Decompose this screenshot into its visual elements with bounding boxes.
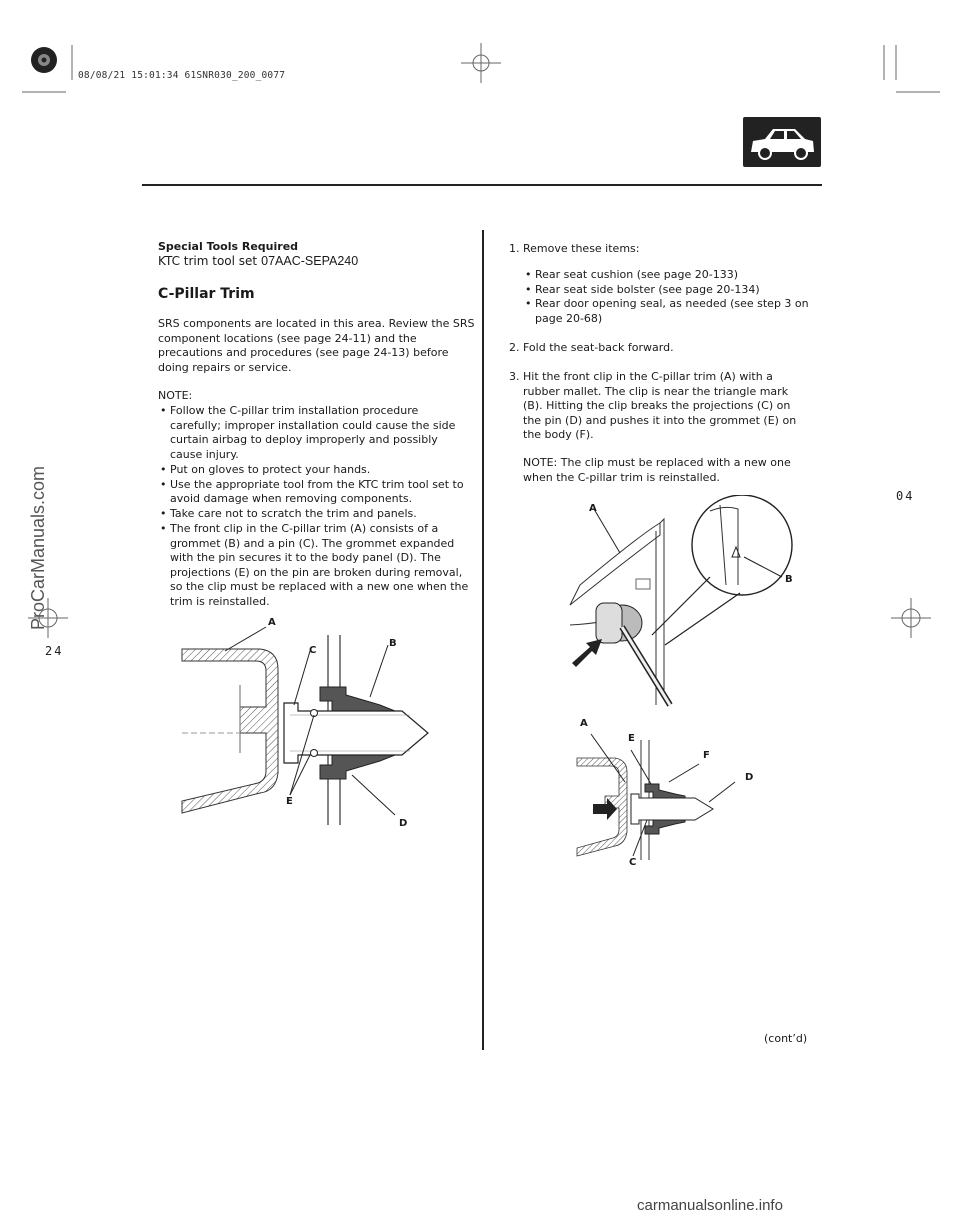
car-section-badge bbox=[743, 117, 821, 167]
label-b-top: B bbox=[785, 574, 793, 585]
step-3 bbox=[509, 370, 809, 443]
label-a-bottom: A bbox=[580, 718, 588, 729]
step-2-number: 2. bbox=[509, 341, 520, 354]
remove-items-list bbox=[523, 268, 813, 326]
footer-watermark: carmanualsonline.info bbox=[637, 1197, 783, 1214]
special-tools-heading: Special Tools Required bbox=[158, 240, 299, 253]
step-2-text: Fold the seat-back forward. bbox=[523, 341, 674, 354]
section-title: C-Pillar Trim bbox=[158, 286, 255, 302]
note-heading: NOTE: bbox=[158, 389, 193, 402]
tool-name: KTC trim tool set bbox=[158, 254, 258, 268]
header-rule bbox=[142, 184, 822, 186]
special-tool-line bbox=[158, 254, 358, 268]
note-item: • Follow the C-pillar trim installation procedure carefully; improper installation could cause the side curtain airbag to deploy improperly and possibly cause injury. bbox=[158, 404, 470, 462]
note-item: • Take care not to scratch the trim and panels. bbox=[158, 507, 470, 522]
label-a-top: A bbox=[589, 503, 597, 514]
label-c: C bbox=[309, 645, 317, 656]
note-list bbox=[158, 404, 470, 610]
clip-after-impact-figure bbox=[575, 720, 775, 870]
clip-cross-section-figure bbox=[180, 615, 460, 835]
side-watermark: ProCarManuals.com bbox=[28, 465, 48, 630]
mallet-figure bbox=[560, 495, 820, 715]
print-stamp: 08/08/21 15:01:34 61SNR030_200_0077 bbox=[78, 70, 286, 81]
remove-item: • Rear door opening seal, as needed (see step 3 on page 20-68) bbox=[523, 297, 813, 326]
label-b: B bbox=[389, 638, 397, 649]
step-3-note: NOTE: The clip must be replaced with a new one when the C-pillar trim is reinstalled. bbox=[523, 456, 791, 484]
note-item: • The front clip in the C-pillar trim (A) consists of a grommet (B) and a pin (C). The grommet expanded with the pin secures it to the body panel (D). The projections (E) on the pin are broken during removal, so the clip must be replaced with a new one when the trim is reinstalled. bbox=[158, 522, 470, 609]
note-item: • Use the appropriate tool from the KTC trim tool set to avoid damage when removing components. bbox=[158, 478, 470, 507]
label-c-bottom: C bbox=[629, 857, 637, 868]
step-3-number: 3. bbox=[509, 370, 520, 383]
page-number-right: 04 bbox=[896, 489, 915, 503]
step-1 bbox=[509, 242, 809, 257]
label-d: D bbox=[399, 818, 408, 829]
step-3-text: Hit the front clip in the C-pillar trim (A) with a rubber mallet. The clip is near the triangle mark (B). Hitting the clip breaks the projections (C) on the pin (D) and pushes it into the grommet (E) on the body (F). bbox=[523, 370, 797, 441]
step-2 bbox=[509, 341, 809, 356]
label-e: E bbox=[286, 796, 293, 807]
step-1-text: Remove these items: bbox=[523, 242, 640, 255]
remove-item: • Rear seat cushion (see page 20-133) bbox=[523, 268, 813, 283]
label-d-bottom: D bbox=[745, 772, 754, 783]
continued-note: (cont’d) bbox=[764, 1032, 808, 1045]
step-1-number: 1. bbox=[509, 242, 520, 255]
label-a: A bbox=[268, 617, 276, 628]
srs-intro: SRS components are located in this area. Review the SRS component locations (see page 24-11) and the precautions and procedures (see page 24-13) before doing repairs or service. bbox=[158, 317, 475, 374]
column-divider bbox=[482, 230, 484, 1050]
note-item: • Put on gloves to protect your hands. bbox=[158, 463, 470, 478]
page-number-left: 24 bbox=[45, 644, 64, 658]
label-f-bottom: F bbox=[703, 750, 710, 761]
car-side-icon bbox=[743, 117, 821, 167]
remove-item: • Rear seat side bolster (see page 20-134) bbox=[523, 283, 813, 298]
label-e-bottom: E bbox=[628, 733, 635, 744]
tool-number: 07AAC-SEPA240 bbox=[261, 254, 359, 268]
